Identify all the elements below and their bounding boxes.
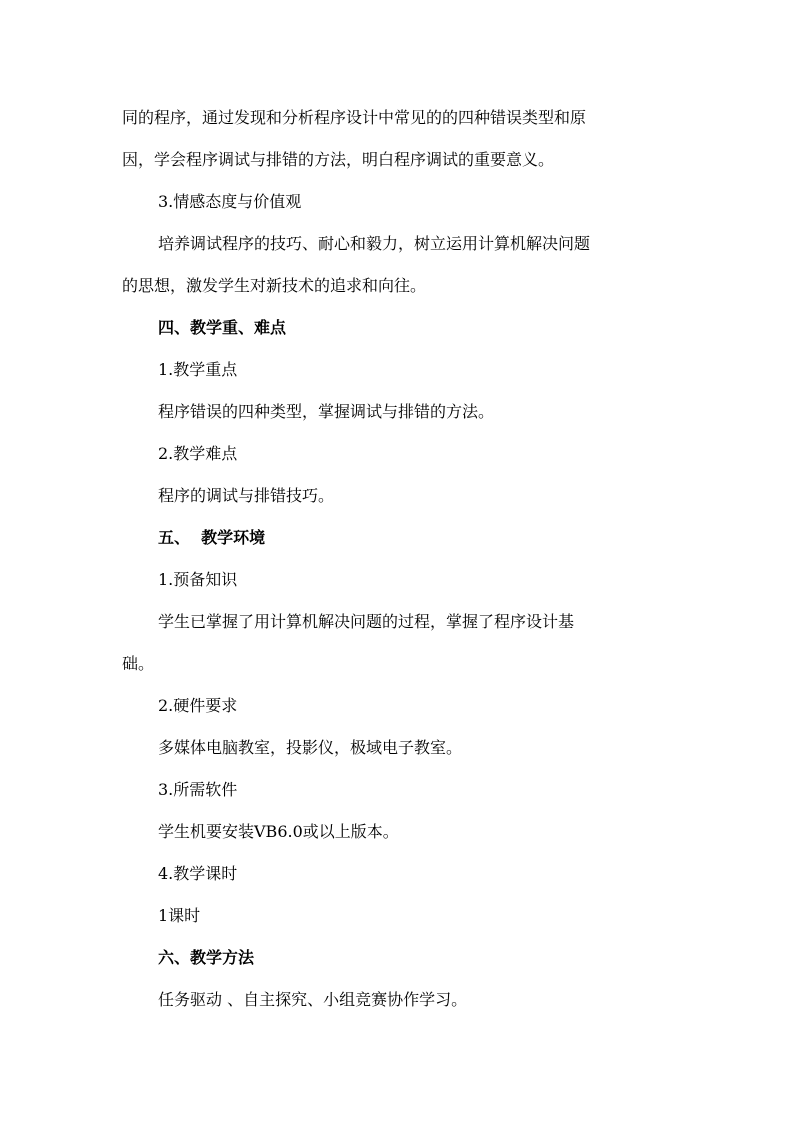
subheading-key-point: 1.教学重点 (158, 360, 238, 379)
paragraph-line: 同的程序，通过发现和分析程序设计中常见的的四种错误类型和原 (122, 108, 587, 127)
paragraph-line: 1课时 (158, 906, 201, 925)
paragraph-line: 多媒体电脑教室，投影仪，极域电子教室。 (158, 738, 463, 757)
paragraph-line: 础。 (122, 654, 155, 673)
section-heading-environment: 五、 教学环境 (158, 528, 266, 547)
paragraph-line: 程序的调试与排错技巧。 (158, 486, 335, 505)
paragraph-line: 因，学会程序调试与排错的方法，明白程序调试的重要意义。 (122, 150, 555, 169)
paragraph-line: 程序错误的四种类型，掌握调试与排错的方法。 (158, 402, 495, 421)
subheading-prerequisites: 1.预备知识 (158, 570, 238, 589)
section-heading-key-points: 四、教学重、难点 (158, 318, 287, 337)
subheading-affective-objectives: 3.情感态度与价值观 (158, 192, 302, 211)
paragraph-line: 培养调试程序的技巧、耐心和毅力，树立运用计算机解决问题 (158, 234, 591, 253)
paragraph-line: 学生机要安装VB6.0或以上版本。 (158, 822, 399, 841)
subheading-class-hours: 4.教学课时 (158, 864, 238, 883)
paragraph-line: 的思想，激发学生对新技术的追求和向往。 (122, 276, 427, 295)
paragraph-line: 任务驱动 、自主探究、小组竞赛协作学习。 (158, 990, 468, 1009)
subheading-difficult-point: 2.教学难点 (158, 444, 238, 463)
subheading-software: 3.所需软件 (158, 780, 238, 799)
subheading-hardware: 2.硬件要求 (158, 696, 238, 715)
section-heading-methods: 六、教学方法 (158, 948, 255, 967)
paragraph-line: 学生已掌握了用计算机解决问题的过程，掌握了程序设计基 (158, 612, 575, 631)
